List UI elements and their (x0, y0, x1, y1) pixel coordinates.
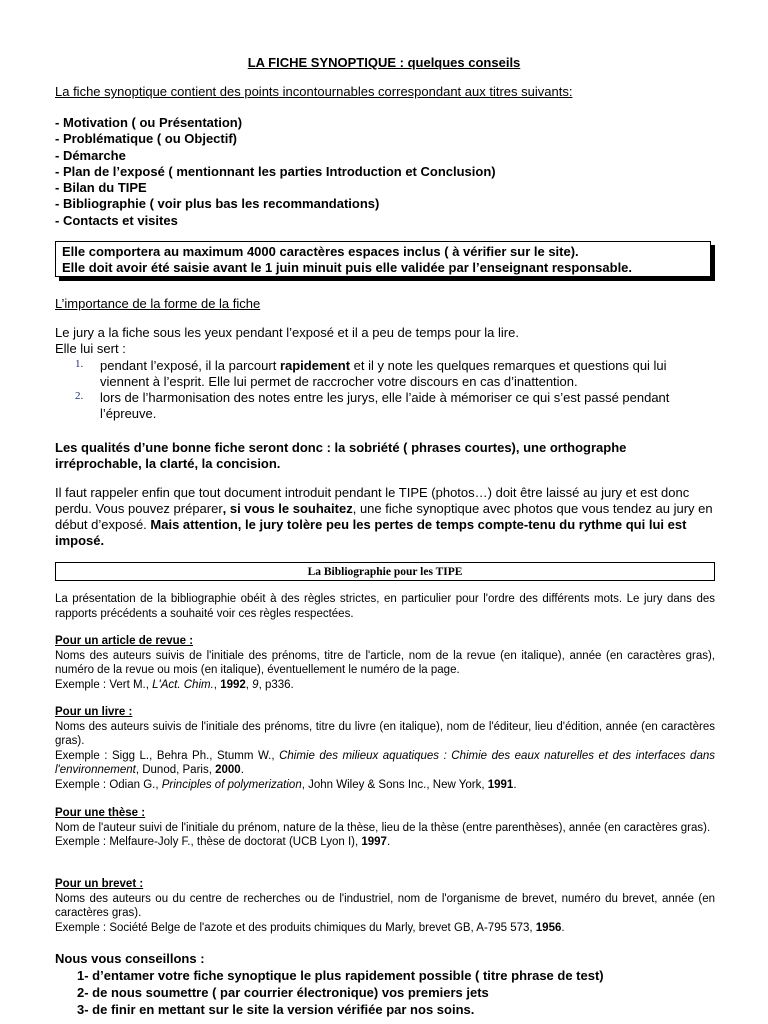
section-description: Noms des auteurs ou du centre de recherches ou de l'industriel, nom de l'organisme de brevet, numéro du brevet, année (en caractères gras). (55, 892, 715, 919)
book-section (55, 705, 715, 792)
importance-paragraph: Elle lui sert : (55, 341, 126, 356)
section-description: Noms des auteurs suivis de l'initiale des prénoms, titre de l'article, nom de la revue (en italique), année (en caractères gras), numéro de la revue ou mois (en italique), éventuellement le numéro de la page. (55, 649, 715, 676)
list-item: - Bibliographie ( voir plus bas les recommandations) (55, 196, 380, 212)
thesis-section (55, 806, 715, 850)
article-section (55, 634, 715, 692)
constraint-line: Elle comportera au maximum 4000 caractères espaces inclus ( à vérifier sur le site). (62, 244, 579, 259)
advice-heading: Nous vous conseillons : (55, 951, 205, 966)
list-item: - Plan de l’exposé ( mentionnant les parties Introduction et Conclusion) (55, 163, 496, 179)
patent-section (55, 877, 715, 935)
item-text: pendant l’exposé, il la parcourt rapidement et il y note les quelques remarques et questions qui lui viennent à l’esprit. Elle lui permet de raccrocher votre discours en cas d’inattention. (100, 358, 667, 389)
intro-text: La fiche synoptique contient des points incontournables correspondant aux titres suivants: (55, 84, 573, 99)
section-example: Exemple : Sigg L., Behra Ph., Stumm W., Chimie des milieux aquatiques : Chimie des eaux naturelles et des interfaces dans l'environnement, Dunod, Paris, 2000. (55, 749, 715, 776)
list-item: - Bilan du TIPE (55, 180, 147, 196)
list-item: - Problématique ( ou Objectif) (55, 131, 238, 147)
advice-item: 2- de nous soumettre ( par courrier électronique) vos premiers jets (77, 985, 489, 1000)
section-heading: Pour une thèse : (55, 807, 146, 819)
item-number: 1. (75, 358, 84, 370)
item-number: 2. (75, 390, 84, 402)
item-text: lors de l’harmonisation des notes entre les jurys, elle l’aide à mémoriser ce qui s’est passé pendant l’épreuve. (100, 390, 670, 421)
section-heading: Pour un brevet : (55, 878, 144, 890)
section-heading: Pour un article de revue : (55, 635, 194, 647)
rappel-paragraph: Il faut rappeler enfin que tout document introduit pendant le TIPE (photos…) doit être laissé au jury et est donc perdu. Vous pouvez préparer, si vous le souhaitez, une fiche synoptique avec photos que vous tendez au jury en début d’exposé. Mais attention, le jury tolère peu les pertes de temps compte-tenu du rythme qui lui est imposé. (55, 485, 713, 548)
page-title: LA FICHE SYNOPTIQUE : quelques conseils (247, 55, 521, 70)
constraints-box (55, 241, 711, 277)
section-example: Exemple : Vert M., L'Act. Chim., 1992, 9, p336. (55, 678, 294, 691)
bibliography-heading: La Bibliographie pour les TIPE (55, 562, 715, 581)
section-description: Noms des auteurs suivis de l'initiale des prénoms, titre du livre (en italique), nom de l'éditeur, lieu d'édition, année (en caractères gras). (55, 720, 715, 747)
section-example: Exemple : Odian G., Principles of polymerization, John Wiley & Sons Inc., New York, 1991. (55, 778, 517, 791)
list-item: - Contacts et visites (55, 212, 178, 228)
advice-list (55, 950, 604, 1018)
section-example: Exemple : Melfaure-Joly F., thèse de doctorat (UCB Lyon I), 1997. (55, 836, 391, 848)
section-example: Exemple : Société Belge de l'azote et des produits chimiques du Marly, brevet GB, A-795 573, 1956. (55, 921, 565, 934)
required-points-list (55, 115, 496, 229)
section-heading: Pour un livre : (55, 706, 133, 718)
list-item: - Motivation ( ou Présentation) (55, 115, 243, 130)
bibliography-intro: La présentation de la bibliographie obéit à des règles strictes, en particulier pour l'ordre des différents mots. Le jury dans des rapports précédents a souhaité voir ces règles respectées. (55, 593, 715, 620)
list-item: - Démarche (55, 147, 126, 163)
advice-item: 3- de finir en mettant sur le site la version vérifiée par nos soins. (77, 1002, 475, 1017)
advice-item: 1- d’entamer votre fiche synoptique le plus rapidement possible ( titre phrase de test) (77, 968, 604, 983)
qualities-paragraph: Les qualités d’une bonne fiche seront donc : la sobriété ( phrases courtes), une orthographe irréprochable, la clarté, la concision. (55, 440, 627, 471)
constraint-line: Elle doit avoir été saisie avant le 1 juin minuit puis elle validée par l’enseignant responsable. (62, 260, 633, 275)
importance-heading: L’importance de la forme de la fiche (55, 296, 261, 311)
importance-paragraph: Le jury a la fiche sous les yeux pendant l’exposé et il a peu de temps pour la lire. (55, 325, 519, 340)
section-description: Nom de l'auteur suivi de l'initiale du prénom, nature de la thèse, lieu de la thèse (entre parenthèses), année (en caractères gras). (55, 821, 711, 834)
